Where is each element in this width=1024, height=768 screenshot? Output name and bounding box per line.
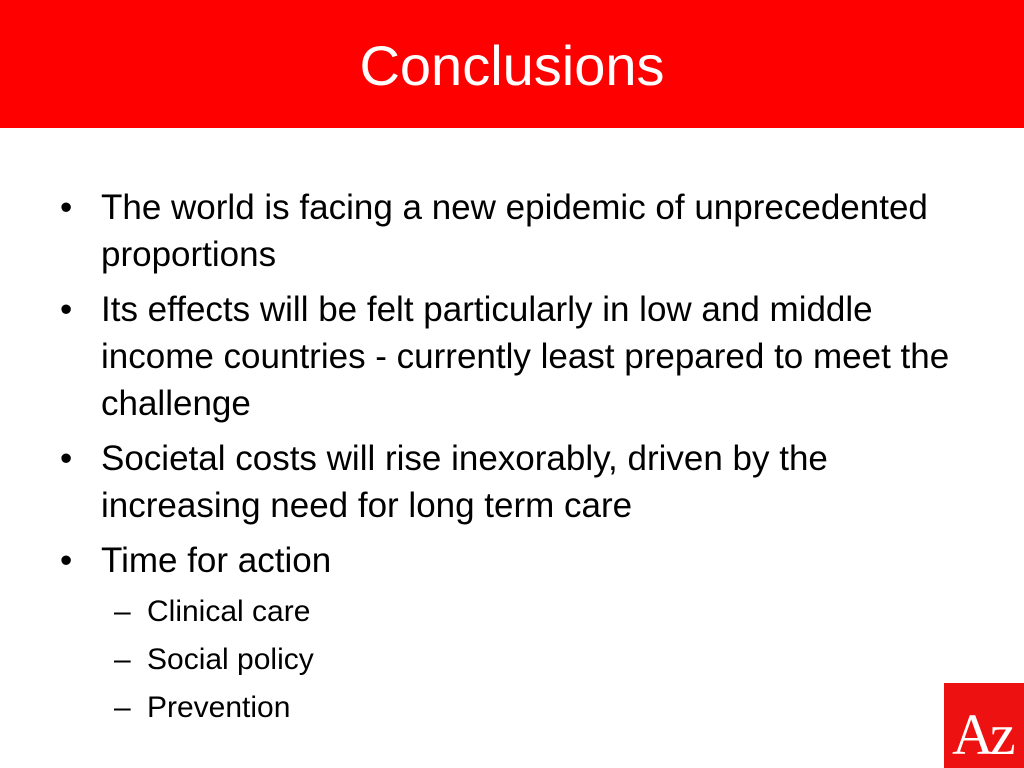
dash-marker: –	[114, 643, 131, 676]
bullet-item-2	[60, 286, 960, 427]
bullet-item-1	[60, 184, 960, 278]
bullet-marker: •	[60, 290, 73, 329]
sub-bullet-text: Social policy	[147, 643, 314, 676]
sub-bullet-text: Clinical care	[147, 595, 311, 628]
sub-bullet-item-prevention	[101, 688, 960, 728]
bullet-text: Societal costs will rise inexorably, driven by the increasing need for long term care	[101, 439, 828, 525]
sub-bullet-item-social-policy	[101, 640, 960, 680]
logo-text: Az	[952, 702, 1012, 767]
logo	[944, 683, 1024, 768]
bullet-text: Its effects will be felt particularly in low and middle income countries - currently least prepared to meet the challenge	[101, 290, 950, 423]
bullet-item-4	[60, 537, 960, 728]
dash-marker: –	[114, 691, 131, 724]
bullet-text: Time for action	[101, 541, 332, 580]
bullet-marker: •	[60, 541, 73, 580]
title-bar	[0, 0, 1024, 128]
bullet-marker: •	[60, 188, 73, 227]
bullet-text: The world is facing a new epidemic of unprecedented proportions	[101, 188, 928, 274]
sub-bullet-list	[101, 592, 960, 728]
sub-bullet-item-clinical-care	[101, 592, 960, 632]
bullet-item-3	[60, 435, 960, 529]
sub-bullet-text: Prevention	[147, 691, 291, 724]
bullet-marker: •	[60, 439, 73, 478]
slide-title: Conclusions	[359, 34, 665, 97]
bullet-list	[60, 184, 960, 736]
dash-marker: –	[114, 595, 131, 628]
